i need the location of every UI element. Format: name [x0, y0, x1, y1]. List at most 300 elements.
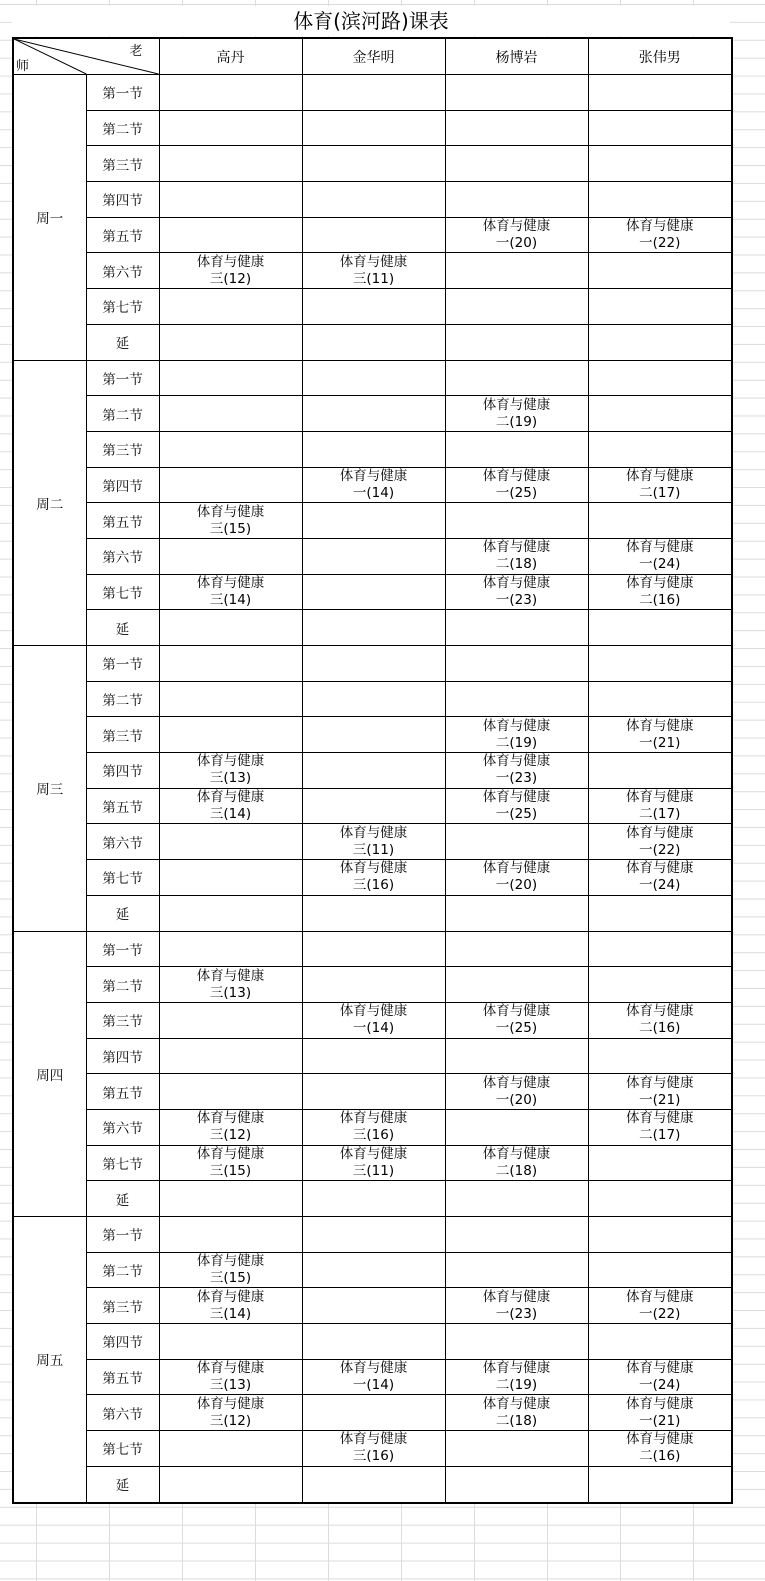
teacher-header: 张伟男: [588, 38, 732, 75]
subject-text: 体育与健康: [482, 574, 551, 591]
subject-text: 体育与健康: [626, 1074, 694, 1091]
schedule-cell: [302, 1109, 445, 1145]
schedule-cell: [588, 1395, 732, 1431]
schedule-cell: [302, 753, 445, 789]
class-text: 一(25): [495, 1020, 538, 1037]
schedule-cell: [302, 967, 445, 1003]
schedule-cell: [588, 538, 732, 574]
subject-text: 体育与健康: [626, 1288, 694, 1305]
schedule-cell: [445, 1252, 588, 1288]
schedule-cell: [588, 253, 732, 289]
schedule-cell: [302, 324, 445, 360]
class-text: 三(12): [209, 1412, 252, 1429]
subject-text: 体育与健康: [626, 1003, 694, 1020]
class-text: 三(11): [352, 1162, 395, 1179]
schedule-cell: [588, 1288, 732, 1324]
period-label: 第四节: [86, 467, 159, 503]
subject-text: 体育与健康: [196, 753, 265, 770]
corner-header-cell: [13, 38, 159, 75]
table-row: [13, 1466, 732, 1502]
period-label: 第四节: [86, 1324, 159, 1360]
schedule-cell: [302, 681, 445, 717]
schedule-cell: [445, 75, 588, 111]
subject-text: 体育与健康: [626, 860, 694, 877]
table-row: [13, 1109, 732, 1145]
schedule-cell: [302, 1359, 445, 1395]
period-label: 第二节: [86, 1252, 159, 1288]
table-row: [13, 681, 732, 717]
period-label: 第三节: [86, 1288, 159, 1324]
table-row: [13, 610, 732, 646]
day-label: 周二: [13, 360, 86, 646]
period-label: 第四节: [86, 1038, 159, 1074]
schedule-cell: [302, 895, 445, 931]
period-label: 第三节: [86, 1002, 159, 1038]
schedule-cell: [159, 610, 302, 646]
table-row: [13, 289, 732, 325]
table-row: [13, 646, 732, 682]
schedule-table: [12, 37, 733, 1504]
period-label: 第二节: [86, 110, 159, 146]
table-row: [13, 1038, 732, 1074]
subject-text: 体育与健康: [196, 574, 265, 591]
day-label: 周五: [13, 1217, 86, 1503]
schedule-cell: [445, 503, 588, 539]
schedule-cell: [588, 1466, 732, 1502]
schedule-cell: [159, 396, 302, 432]
schedule-cell: [445, 895, 588, 931]
class-text: 二(18): [495, 1412, 538, 1429]
class-text: 三(12): [209, 270, 252, 287]
schedule-cell: [588, 1145, 732, 1181]
table-row: [13, 1002, 732, 1038]
schedule-cell: [302, 396, 445, 432]
schedule-cell: [302, 1217, 445, 1253]
schedule-cell: [588, 646, 732, 682]
schedule-cell: [159, 538, 302, 574]
schedule-cell: [445, 574, 588, 610]
schedule-cell: [159, 1038, 302, 1074]
table-row: [13, 860, 732, 896]
class-text: 三(15): [209, 1162, 252, 1179]
table-row: [13, 538, 732, 574]
teacher-header: 金华明: [302, 38, 445, 75]
period-label: 第二节: [86, 396, 159, 432]
table-row: [13, 1324, 732, 1360]
schedule-cell: [588, 681, 732, 717]
period-label: 第三节: [86, 431, 159, 467]
class-text: 一(21): [639, 1412, 681, 1429]
class-text: 一(24): [639, 877, 681, 894]
schedule-cell: [588, 110, 732, 146]
table-row: [13, 1252, 732, 1288]
class-text: 二(19): [495, 413, 538, 430]
subject-text: 体育与健康: [339, 1003, 408, 1020]
schedule-cell: [302, 646, 445, 682]
class-text: 一(20): [495, 1091, 538, 1108]
schedule-cell: [445, 1466, 588, 1502]
schedule-cell: [159, 1466, 302, 1502]
schedule-cell: [588, 324, 732, 360]
subject-text: 体育与健康: [196, 253, 265, 270]
period-label: 第七节: [86, 860, 159, 896]
schedule-cell: [159, 1074, 302, 1110]
schedule-cell: [159, 1181, 302, 1217]
schedule-cell: [445, 788, 588, 824]
schedule-cell: [159, 931, 302, 967]
schedule-cell: [445, 824, 588, 860]
subject-text: 体育与健康: [339, 824, 408, 841]
subject-text: 体育与健康: [626, 789, 694, 806]
schedule-cell: [159, 217, 302, 253]
schedule-cell: [445, 1431, 588, 1467]
schedule-cell: [588, 753, 732, 789]
schedule-cell: [302, 931, 445, 967]
schedule-cell: [302, 253, 445, 289]
table-row: [13, 110, 732, 146]
schedule-cell: [588, 1109, 732, 1145]
schedule-cell: [159, 253, 302, 289]
period-label: 第六节: [86, 1395, 159, 1431]
schedule-cell: [302, 217, 445, 253]
schedule-cell: [445, 753, 588, 789]
schedule-cell: [588, 824, 732, 860]
schedule-cell: [302, 574, 445, 610]
schedule-cell: [588, 967, 732, 1003]
schedule-cell: [302, 1395, 445, 1431]
schedule-cell: [588, 146, 732, 182]
schedule-cell: [302, 1002, 445, 1038]
schedule-cell: [159, 1359, 302, 1395]
subject-text: 体育与健康: [339, 1110, 408, 1127]
schedule-cell: [159, 1217, 302, 1253]
subject-text: 体育与健康: [482, 717, 551, 734]
schedule-cell: [159, 431, 302, 467]
schedule-cell: [159, 182, 302, 218]
schedule-cell: [159, 717, 302, 753]
subject-text: 体育与健康: [626, 467, 694, 484]
table-row: [13, 431, 732, 467]
schedule-cell: [588, 503, 732, 539]
class-text: 一(23): [495, 770, 538, 787]
period-label: 第六节: [86, 1109, 159, 1145]
schedule-cell: [302, 182, 445, 218]
period-label: 第七节: [86, 574, 159, 610]
class-text: 二(17): [639, 484, 681, 501]
schedule-cell: [445, 1002, 588, 1038]
schedule-cell: [445, 610, 588, 646]
period-label: 延: [86, 895, 159, 931]
schedule-cell: [445, 253, 588, 289]
schedule-cell: [302, 717, 445, 753]
subject-text: 体育与健康: [482, 860, 551, 877]
period-label: 第一节: [86, 931, 159, 967]
schedule-cell: [445, 1074, 588, 1110]
subject-text: 体育与健康: [196, 1288, 265, 1305]
class-text: 一(25): [495, 484, 538, 501]
schedule-cell: [302, 360, 445, 396]
schedule-cell: [159, 788, 302, 824]
table-row: [13, 1074, 732, 1110]
table-row: [13, 217, 732, 253]
schedule-cell: [159, 1395, 302, 1431]
schedule-cell: [159, 860, 302, 896]
period-label: 第三节: [86, 717, 159, 753]
period-label: 第一节: [86, 1217, 159, 1253]
schedule-cell: [588, 396, 732, 432]
class-text: 二(16): [639, 1448, 681, 1465]
schedule-cell: [302, 146, 445, 182]
schedule-cell: [302, 503, 445, 539]
table-row: [13, 753, 732, 789]
table-row: [13, 503, 732, 539]
subject-text: 体育与健康: [482, 218, 551, 235]
schedule-cell: [445, 110, 588, 146]
period-label: 第六节: [86, 253, 159, 289]
schedule-cell: [445, 217, 588, 253]
class-text: 一(21): [639, 734, 681, 751]
schedule-cell: [445, 860, 588, 896]
schedule-cell: [588, 574, 732, 610]
schedule-cell: [445, 967, 588, 1003]
period-label: 第一节: [86, 646, 159, 682]
schedule-cell: [445, 1038, 588, 1074]
class-text: 三(16): [352, 1127, 395, 1144]
schedule-cell: [588, 467, 732, 503]
schedule-cell: [445, 1145, 588, 1181]
subject-text: 体育与健康: [626, 1360, 694, 1377]
table-row: [13, 182, 732, 218]
schedule-cell: [302, 1324, 445, 1360]
class-text: 三(15): [209, 520, 252, 537]
period-label: 第一节: [86, 360, 159, 396]
period-label: 第二节: [86, 967, 159, 1003]
schedule-cell: [445, 1109, 588, 1145]
class-text: 一(21): [639, 1091, 681, 1108]
schedule-cell: [445, 931, 588, 967]
table-row: [13, 1359, 732, 1395]
period-label: 延: [86, 1466, 159, 1502]
schedule-cell: [588, 1359, 732, 1395]
class-text: 三(14): [209, 591, 252, 608]
schedule-cell: [588, 182, 732, 218]
schedule-cell: [588, 610, 732, 646]
subject-text: 体育与健康: [626, 574, 694, 591]
subject-text: 体育与健康: [196, 967, 265, 984]
schedule-cell: [302, 1431, 445, 1467]
schedule-cell: [588, 1038, 732, 1074]
subject-text: 体育与健康: [626, 218, 694, 235]
schedule-cell: [588, 1431, 732, 1467]
schedule-body: [13, 75, 732, 1503]
schedule-cell: [445, 360, 588, 396]
class-text: 三(14): [209, 1305, 252, 1322]
class-text: 二(18): [495, 1162, 538, 1179]
period-label: 延: [86, 1181, 159, 1217]
schedule-cell: [588, 1324, 732, 1360]
class-text: 二(16): [639, 1020, 681, 1037]
schedule-cell: [302, 538, 445, 574]
period-label: 第四节: [86, 753, 159, 789]
schedule-cell: [302, 431, 445, 467]
subject-text: 体育与健康: [482, 396, 551, 413]
schedule-cell: [445, 538, 588, 574]
schedule-cell: [445, 431, 588, 467]
class-text: 三(13): [209, 770, 252, 787]
class-text: 一(25): [495, 806, 538, 823]
schedule-cell: [302, 1074, 445, 1110]
schedule-cell: [588, 431, 732, 467]
subject-text: 体育与健康: [196, 1145, 265, 1162]
period-label: 第六节: [86, 538, 159, 574]
table-row: [13, 396, 732, 432]
schedule-cell: [588, 360, 732, 396]
header-row: [13, 38, 732, 75]
day-label: 周一: [13, 75, 86, 361]
schedule-cell: [302, 788, 445, 824]
subject-text: 体育与健康: [482, 1360, 551, 1377]
schedule-cell: [302, 467, 445, 503]
class-text: 二(19): [495, 1377, 538, 1394]
schedule-cell: [588, 75, 732, 111]
period-label: 第七节: [86, 1145, 159, 1181]
class-text: 三(14): [209, 806, 252, 823]
period-label: 第二节: [86, 681, 159, 717]
subject-text: 体育与健康: [626, 1395, 694, 1412]
schedule-cell: [302, 860, 445, 896]
schedule-cell: [588, 788, 732, 824]
schedule-cell: [445, 467, 588, 503]
schedule-cell: [159, 753, 302, 789]
schedule-cell: [159, 360, 302, 396]
class-text: 一(20): [495, 235, 538, 252]
class-text: 一(23): [495, 591, 538, 608]
schedule-cell: [159, 1002, 302, 1038]
period-label: 第七节: [86, 1431, 159, 1467]
schedule-cell: [302, 75, 445, 111]
table-row: [13, 967, 732, 1003]
table-row: [13, 253, 732, 289]
subject-text: 体育与健康: [339, 467, 408, 484]
class-text: 三(13): [209, 984, 252, 1001]
schedule-cell: [159, 110, 302, 146]
corner-label-top: 老: [129, 44, 143, 59]
schedule-cell: [588, 860, 732, 896]
table-row: [13, 1395, 732, 1431]
class-text: 三(11): [352, 270, 395, 287]
table-row: [13, 1431, 732, 1467]
schedule-cell: [588, 1217, 732, 1253]
period-label: 第六节: [86, 824, 159, 860]
schedule-cell: [159, 1145, 302, 1181]
class-text: 二(17): [639, 1127, 681, 1144]
class-text: 三(12): [209, 1127, 252, 1144]
schedule-cell: [302, 289, 445, 325]
period-label: 第五节: [86, 503, 159, 539]
class-text: 二(17): [639, 806, 681, 823]
schedule-cell: [159, 574, 302, 610]
schedule-cell: [159, 1288, 302, 1324]
subject-text: 体育与健康: [196, 503, 265, 520]
schedule-cell: [159, 967, 302, 1003]
day-label: 周三: [13, 646, 86, 932]
period-label: 第三节: [86, 146, 159, 182]
period-label: 第五节: [86, 1359, 159, 1395]
schedule-cell: [445, 646, 588, 682]
class-text: 一(24): [639, 1377, 681, 1394]
schedule-cell: [159, 503, 302, 539]
schedule-cell: [445, 1288, 588, 1324]
class-text: 二(16): [639, 591, 681, 608]
table-row: [13, 75, 732, 111]
schedule-cell: [588, 289, 732, 325]
subject-text: 体育与健康: [482, 753, 551, 770]
schedule-cell: [159, 895, 302, 931]
schedule-cell: [588, 1002, 732, 1038]
class-text: 一(14): [352, 1020, 395, 1037]
schedule-cell: [445, 717, 588, 753]
table-row: [13, 931, 732, 967]
schedule-cell: [159, 75, 302, 111]
teacher-header: 高丹: [159, 38, 302, 75]
subject-text: 体育与健康: [626, 824, 694, 841]
class-text: 三(11): [352, 841, 395, 858]
class-text: 一(22): [639, 235, 681, 252]
schedule-cell: [588, 895, 732, 931]
period-label: 第一节: [86, 75, 159, 111]
class-text: 一(22): [639, 841, 681, 858]
schedule-cell: [445, 146, 588, 182]
subject-text: 体育与健康: [196, 1360, 265, 1377]
table-row: [13, 1288, 732, 1324]
class-text: 三(13): [209, 1377, 252, 1394]
schedule-cell: [445, 396, 588, 432]
subject-text: 体育与健康: [482, 789, 551, 806]
period-label: 第五节: [86, 217, 159, 253]
schedule-cell: [302, 110, 445, 146]
class-text: 一(23): [495, 1305, 538, 1322]
schedule-cell: [588, 1074, 732, 1110]
schedule-cell: [159, 646, 302, 682]
day-label: 周四: [13, 931, 86, 1217]
table-row: [13, 824, 732, 860]
table-row: [13, 360, 732, 396]
subject-text: 体育与健康: [196, 1253, 265, 1270]
subject-text: 体育与健康: [339, 860, 408, 877]
class-text: 一(14): [352, 1377, 395, 1394]
period-label: 第七节: [86, 289, 159, 325]
class-text: 三(16): [352, 877, 395, 894]
subject-text: 体育与健康: [482, 1145, 551, 1162]
teacher-header: 杨博岩: [445, 38, 588, 75]
subject-text: 体育与健康: [482, 467, 551, 484]
schedule-cell: [159, 1431, 302, 1467]
schedule-cell: [159, 467, 302, 503]
schedule-cell: [159, 1252, 302, 1288]
schedule-cell: [302, 610, 445, 646]
table-row: [13, 717, 732, 753]
schedule-cell: [445, 1217, 588, 1253]
schedule-cell: [302, 1145, 445, 1181]
class-text: 二(18): [495, 556, 538, 573]
schedule-cell: [445, 1395, 588, 1431]
schedule-cell: [588, 1252, 732, 1288]
subject-text: 体育与健康: [339, 1360, 408, 1377]
period-label: 第五节: [86, 1074, 159, 1110]
schedule-cell: [445, 324, 588, 360]
schedule-cell: [159, 1109, 302, 1145]
class-text: 三(15): [209, 1270, 252, 1287]
